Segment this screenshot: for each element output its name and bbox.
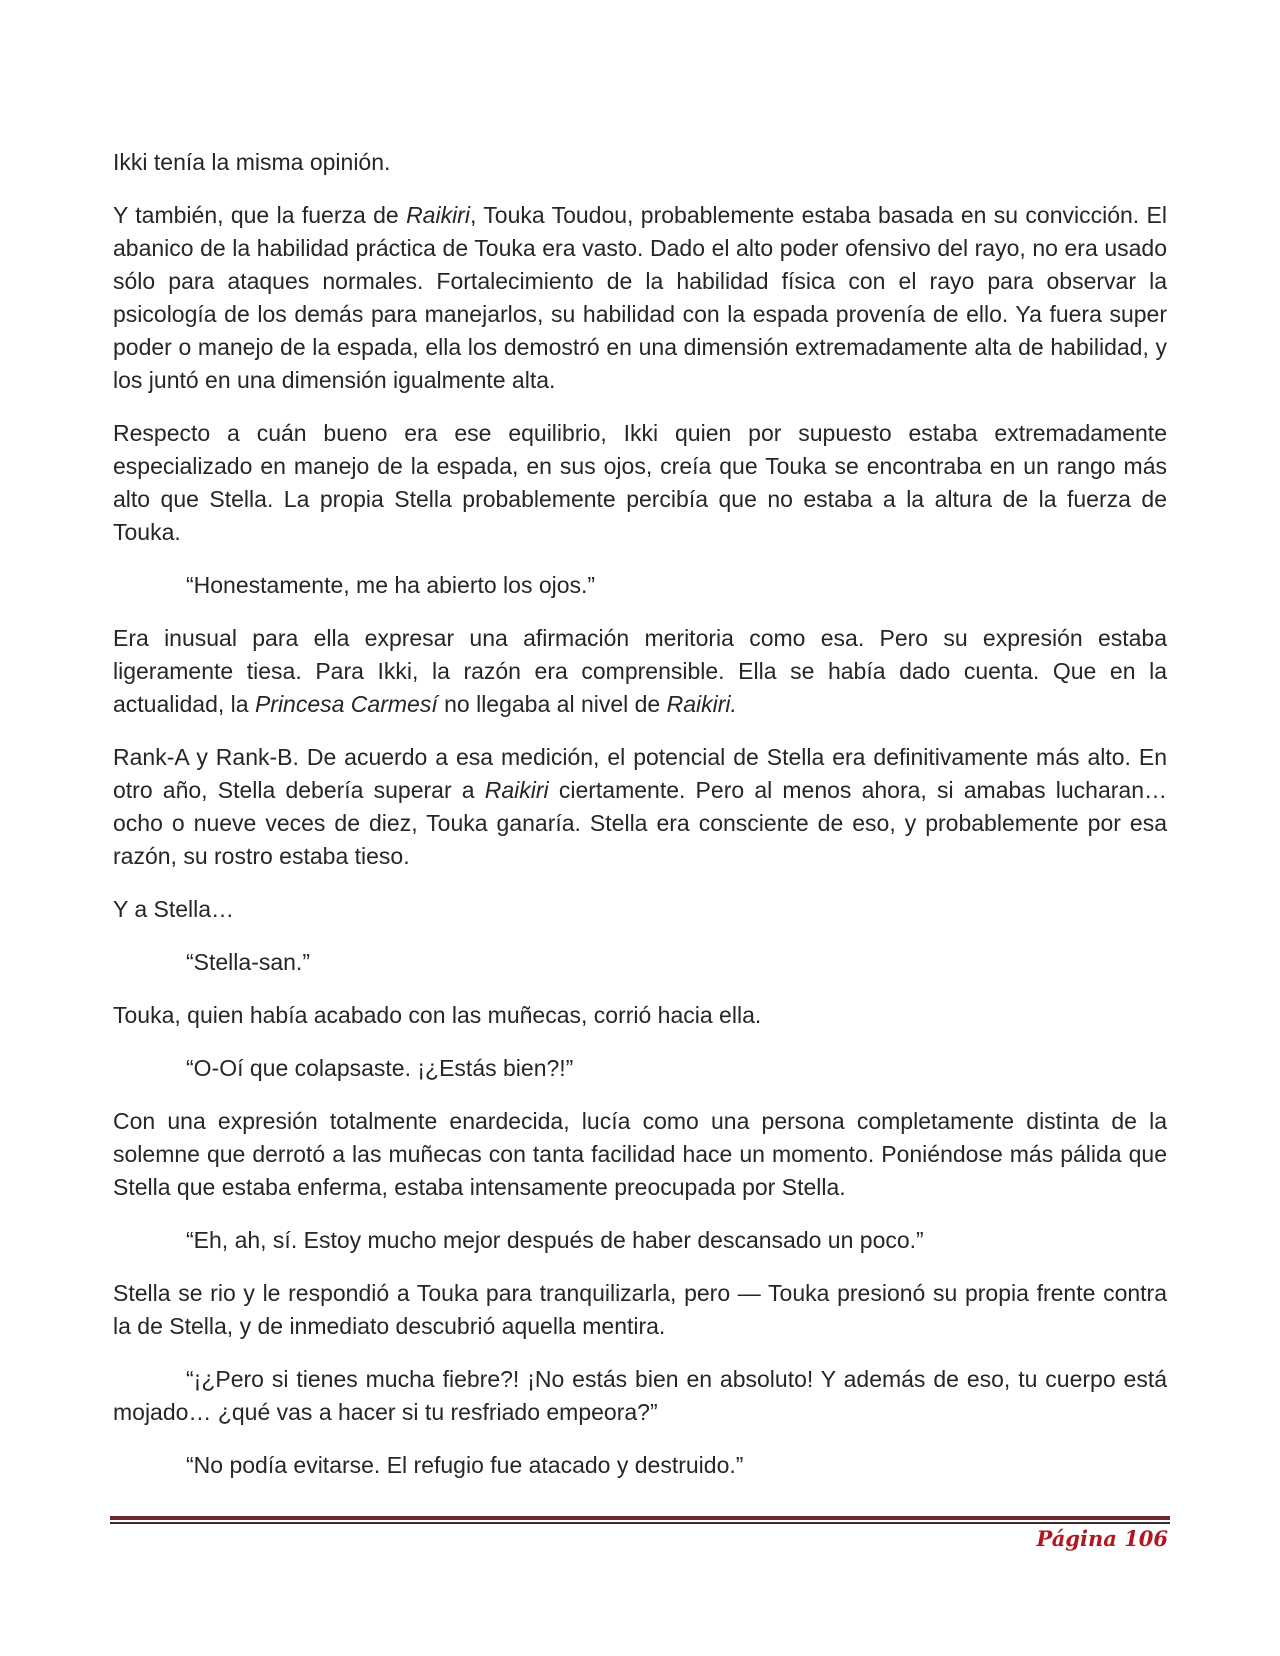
paragraph-text: , Touka Toudou, probablemente estaba basada en su convicción. El abanico de la habilidad práctica de Touka era vasto. Dado el alto poder ofensivo del rayo, no era usado sólo para ataques normales. Fortalecimiento de la habilidad física con el rayo para observar la psicología de los demás para manejarlos, su habilidad con la espada provenía de ello. Ya fuera super poder o manejo de la espada, ella los demostró en una dimensión extremadamente alta de habilidad, y los juntó en una dimensión igualmente alta. — [113, 202, 1167, 393]
paragraph-text: Ikki tenía la misma opinión. — [113, 149, 391, 175]
dialogue-paragraph — [113, 1052, 1167, 1085]
paragraph-text: no llegaba al nivel de — [437, 691, 667, 717]
dialogue-paragraph — [113, 1224, 1167, 1257]
narration-paragraph — [113, 199, 1167, 397]
paragraph-text: Y a Stella… — [113, 896, 235, 922]
dialogue-paragraph — [113, 946, 1167, 979]
paragraph-text: Stella se rio y le respondió a Touka para tranquilizarla, pero — Touka presionó su propia frente contra la de Stella, y de inmediato descubrió aquella mentira. — [113, 1280, 1167, 1339]
narration-paragraph — [113, 893, 1167, 926]
paragraph-text: Con una expresión totalmente enardecida, lucía como una persona completamente distinta de la solemne que derrotó a las muñecas con tanta facilidad hace un momento. Poniéndose más pálida que Stella que estaba enferma, estaba intensamente preocupada por Stella. — [113, 1108, 1167, 1200]
paragraph-text: “No podía evitarse. El refugio fue atacado y destruido.” — [186, 1452, 744, 1478]
paragraph-text: Touka, quien había acabado con las muñecas, corrió hacia ella. — [113, 1002, 762, 1028]
narration-paragraph — [113, 1105, 1167, 1204]
paragraph-text: Era inusual para ella expresar una afirmación meritoria como esa. Pero su expresión estaba ligeramente tiesa. Para Ikki, la razón era comprensible. Ella se había dado cuenta. Que en la actualidad, la — [113, 625, 1167, 717]
italic-text: Raikiri. — [666, 691, 737, 717]
footer-rule — [110, 1516, 1170, 1520]
narration-paragraph — [113, 1277, 1167, 1343]
paragraph-text: “Honestamente, me ha abierto los ojos.” — [186, 572, 596, 598]
narration-paragraph — [113, 146, 1167, 179]
paragraph-text: Rank-A y Rank-B. De acuerdo a esa medición, el potencial de Stella era definitivamente más alto. En otro año, Stella debería superar a — [113, 744, 1167, 803]
paragraph-text: ciertamente. Pero al menos ahora, si amabas lucharan… ocho o nueve veces de diez, Touka ganaría. Stella era consciente de eso, y probablemente por esa razón, su rostro estaba tieso. — [113, 777, 1167, 869]
dialogue-paragraph — [113, 1363, 1167, 1429]
italic-text: Raikiri — [484, 777, 549, 803]
narration-paragraph — [113, 622, 1167, 721]
paragraph-text: Respecto a cuán bueno era ese equilibrio, Ikki quien por supuesto estaba extremadamente especializado en manejo de la espada, en sus ojos, creía que Touka se encontraba en un rango más alto que Stella. La propia Stella probablemente percibía que no estaba a la altura de la fuerza de Touka. — [113, 420, 1167, 545]
body-text — [113, 146, 1167, 1502]
italic-text: Princesa Carmesí — [254, 691, 438, 717]
narration-paragraph — [113, 417, 1167, 549]
page-number: Página 106 — [1036, 1526, 1168, 1551]
narration-paragraph — [113, 999, 1167, 1032]
italic-text: Raikiri — [406, 202, 470, 228]
paragraph-text: “¡¿Pero si tienes mucha fiebre?! ¡No estás bien en absoluto! Y además de eso, tu cuerpo está mojado… ¿qué vas a hacer si tu resfriado empeora?” — [113, 1366, 1167, 1425]
dialogue-paragraph — [113, 569, 1167, 602]
dialogue-paragraph — [113, 1449, 1167, 1482]
paragraph-text: Y también, que la fuerza de — [113, 202, 407, 228]
paragraph-text: “Stella-san.” — [186, 949, 310, 975]
paragraph-text: “Eh, ah, sí. Estoy mucho mejor después de haber descansado un poco.” — [186, 1227, 924, 1253]
narration-paragraph — [113, 741, 1167, 873]
paragraph-text: “O-Oí que colapsaste. ¡¿Estás bien?!” — [186, 1055, 574, 1081]
footer-rule-thin — [110, 1522, 1170, 1524]
